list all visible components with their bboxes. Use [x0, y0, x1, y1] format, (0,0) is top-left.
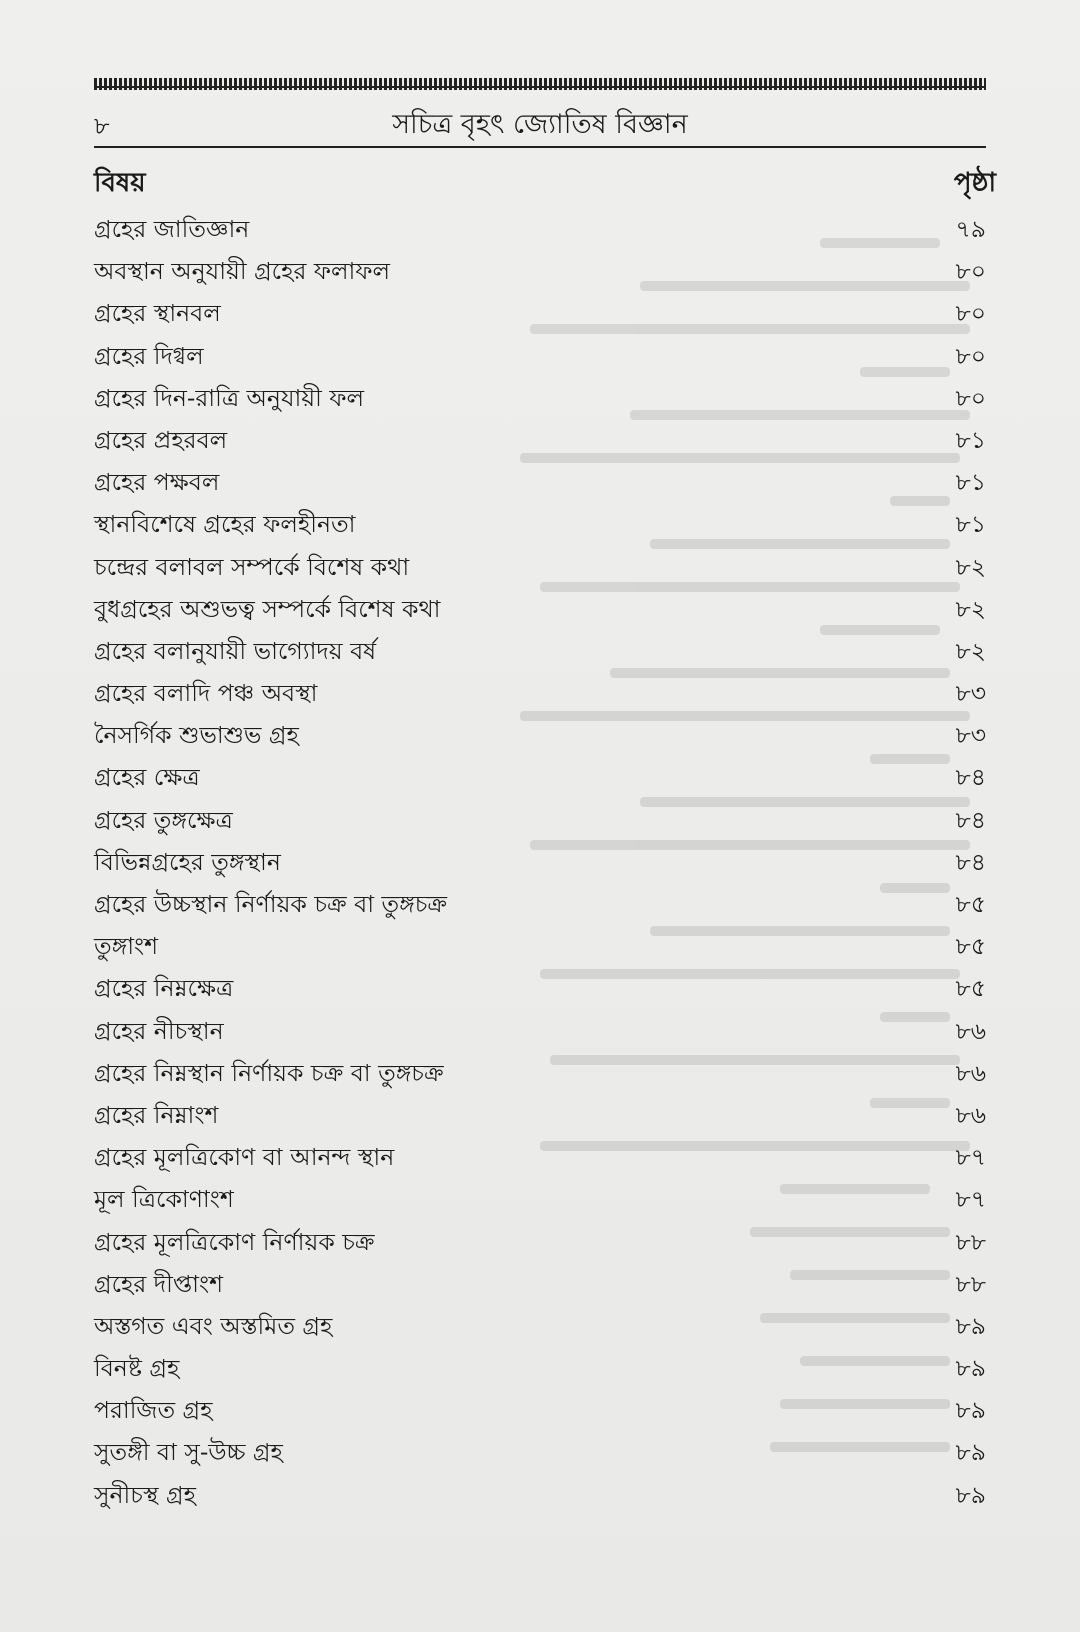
toc-entry	[94, 588, 986, 630]
toc-entry-title: গ্রহের ক্ষেত্র	[94, 763, 200, 792]
toc-entry-title: গ্রহের বলাদি পঞ্চ অবস্থা	[94, 679, 318, 708]
toc-entry-title: গ্রহের প্রহরবল	[94, 425, 228, 454]
toc-entry	[94, 1474, 986, 1516]
toc-entry-page: ৭৯	[955, 215, 986, 243]
toc-entry-title: গ্রহের দিগ্বল	[94, 341, 204, 370]
toc-entry	[94, 377, 986, 419]
toc-entry-title: গ্রহের দিন-রাত্রি অনুযায়ী ফল	[94, 383, 365, 412]
toc-entry-title: স্থানবিশেষে গ্রহের ফলহীনতা	[94, 510, 356, 539]
toc-entry-title: অবস্থান অনুযায়ী গ্রহের ফলাফল	[94, 257, 391, 286]
toc-entry-page: ৮৮	[955, 1269, 986, 1298]
toc-entry-page: ৮২	[955, 636, 986, 665]
book-title: সচিত্র বৃহৎ জ্যোতিষ বিজ্ঞান	[392, 109, 688, 140]
toc-entry-page: ৮৬	[955, 1100, 986, 1129]
toc-entry	[94, 967, 986, 1009]
toc-entry	[94, 1052, 986, 1094]
toc-entry-title: গ্রহের উচ্চস্থান নির্ণায়ক চক্র বা তুঙ্গচক্র	[94, 890, 448, 918]
toc-entry-title: গ্রহের মূলত্রিকোণ বা আনন্দ স্থান	[94, 1143, 395, 1172]
toc-entry	[94, 672, 986, 714]
toc-entry-title: গ্রহের তুঙ্গক্ষেত্র	[94, 805, 233, 834]
toc-entry-page: ৮০	[955, 383, 986, 412]
toc-entry	[94, 925, 986, 967]
toc-entry-title: নৈসর্গিক শুভাশুভ গ্রহ	[94, 721, 299, 750]
toc-entry-page: ৮৯	[955, 1438, 986, 1467]
toc-entry-title: বুধগ্রহের অশুভত্ব সম্পর্কে বিশেষ কথা	[94, 594, 441, 623]
toc-entry	[94, 1263, 986, 1305]
toc-entry-title: সুনীচস্থ গ্রহ	[94, 1480, 196, 1509]
toc-entry	[94, 1431, 986, 1473]
toc-entry	[94, 1389, 986, 1431]
toc-entry	[94, 1136, 986, 1178]
toc-entry-page: ৮৫	[955, 932, 986, 961]
toc-entry-page: ৮৭	[955, 1143, 986, 1172]
toc-entry	[94, 883, 986, 925]
toc-entry-title: মূল ত্রিকোণাংশ	[94, 1185, 234, 1214]
toc-entry	[94, 292, 986, 334]
toc-entry-page: ৮৯	[955, 1480, 986, 1509]
toc-entry-page: ৮৩	[955, 679, 986, 708]
toc-entry-page: ৮৯	[955, 1311, 986, 1340]
toc-entry-page: ৮৬	[955, 1058, 986, 1087]
toc-entry-page: ৮৪	[955, 847, 986, 876]
toc-entry	[94, 756, 986, 798]
toc-entry-title: গ্রহের বলানুযায়ী ভাগ্যোদয় বর্ষ	[94, 636, 377, 665]
toc-entry-title: গ্রহের নিম্নাংশ	[94, 1100, 219, 1129]
toc-entry-page: ৮৪	[955, 805, 986, 834]
toc-entry	[94, 1094, 986, 1136]
toc-entry-page: ৮২	[955, 552, 986, 581]
toc-entry-title: গ্রহের জাতিজ্ঞান	[94, 215, 250, 243]
toc-entry	[94, 335, 986, 377]
toc-entry	[94, 1347, 986, 1389]
toc-entry-title: বিভিন্নগ্রহের তুঙ্গস্থান	[94, 847, 281, 876]
toc-entry-title: গ্রহের দীপ্তাংশ	[94, 1269, 224, 1298]
toc-entry	[94, 250, 986, 292]
toc-entry-page: ৮১	[955, 425, 986, 454]
toc-entry-title: তুঙ্গাংশ	[94, 932, 159, 961]
toc-entry-page: ৮৬	[955, 1016, 986, 1045]
toc-entry	[94, 630, 986, 672]
toc-entry-page: ৮৭	[955, 1185, 986, 1214]
toc-entry	[94, 419, 986, 461]
running-header	[94, 104, 986, 144]
toc-entry-page: ৮৯	[955, 1354, 986, 1383]
toc-entry	[94, 1305, 986, 1347]
top-rule-line	[94, 86, 986, 88]
header-rule	[94, 146, 986, 148]
toc-entry-page: ৮০	[955, 341, 986, 370]
page-number: ৮	[94, 112, 110, 140]
toc-entry-page: ৮৫	[955, 890, 986, 918]
toc-entry-title: গ্রহের নীচস্থান	[94, 1016, 224, 1045]
toc-entry-title: গ্রহের মূলত্রিকোণ নির্ণায়ক চক্র	[94, 1227, 375, 1256]
toc-entry-page: ৮০	[955, 299, 986, 328]
toc-entry	[94, 1010, 986, 1052]
toc-entry-title: গ্রহের নিম্নক্ষেত্র	[94, 974, 234, 1003]
toc-entry-page: ৮৪	[955, 763, 986, 792]
toc-entry	[94, 208, 986, 250]
toc-entry-page: ৮৫	[955, 974, 986, 1003]
toc-entry-page: ৮১	[955, 468, 986, 497]
toc-entry-title: পরাজিত গ্রহ	[94, 1396, 213, 1425]
column-heading-page: পৃষ্ঠা	[953, 168, 996, 198]
toc-entry-title: সুতঙ্গী বা সু-উচ্চ গ্রহ	[94, 1438, 283, 1467]
table-of-contents	[94, 208, 986, 1516]
toc-entry	[94, 841, 986, 883]
toc-entry	[94, 799, 986, 841]
toc-entry	[94, 503, 986, 545]
toc-entry-page: ৮১	[955, 510, 986, 539]
toc-entry-title: অস্তগত এবং অস্তমিত গ্রহ	[94, 1311, 333, 1340]
toc-entry-title: বিনষ্ট গ্রহ	[94, 1354, 180, 1383]
toc-entry-title: চন্দ্রের বলাবল সম্পর্কে বিশেষ কথা	[94, 552, 410, 581]
toc-entry-page: ৮৩	[955, 721, 986, 750]
toc-entry-title: গ্রহের পক্ষবল	[94, 468, 220, 497]
toc-entry-page: ৮২	[955, 594, 986, 623]
toc-entry-page: ৮৮	[955, 1227, 986, 1256]
toc-entry-page: ৮৯	[955, 1396, 986, 1425]
toc-entry	[94, 1221, 986, 1263]
column-heading-subject: বিষয়	[94, 168, 146, 198]
top-dotted-rule	[94, 78, 986, 90]
toc-entry	[94, 546, 986, 588]
toc-entry-title: গ্রহের নিম্নস্থান নির্ণায়ক চক্র বা তুঙ্গচক্র	[94, 1058, 444, 1087]
toc-entry	[94, 714, 986, 756]
toc-entry-page: ৮০	[955, 257, 986, 286]
toc-entry-title: গ্রহের স্থানবল	[94, 299, 221, 328]
toc-entry	[94, 1178, 986, 1220]
toc-entry	[94, 461, 986, 503]
